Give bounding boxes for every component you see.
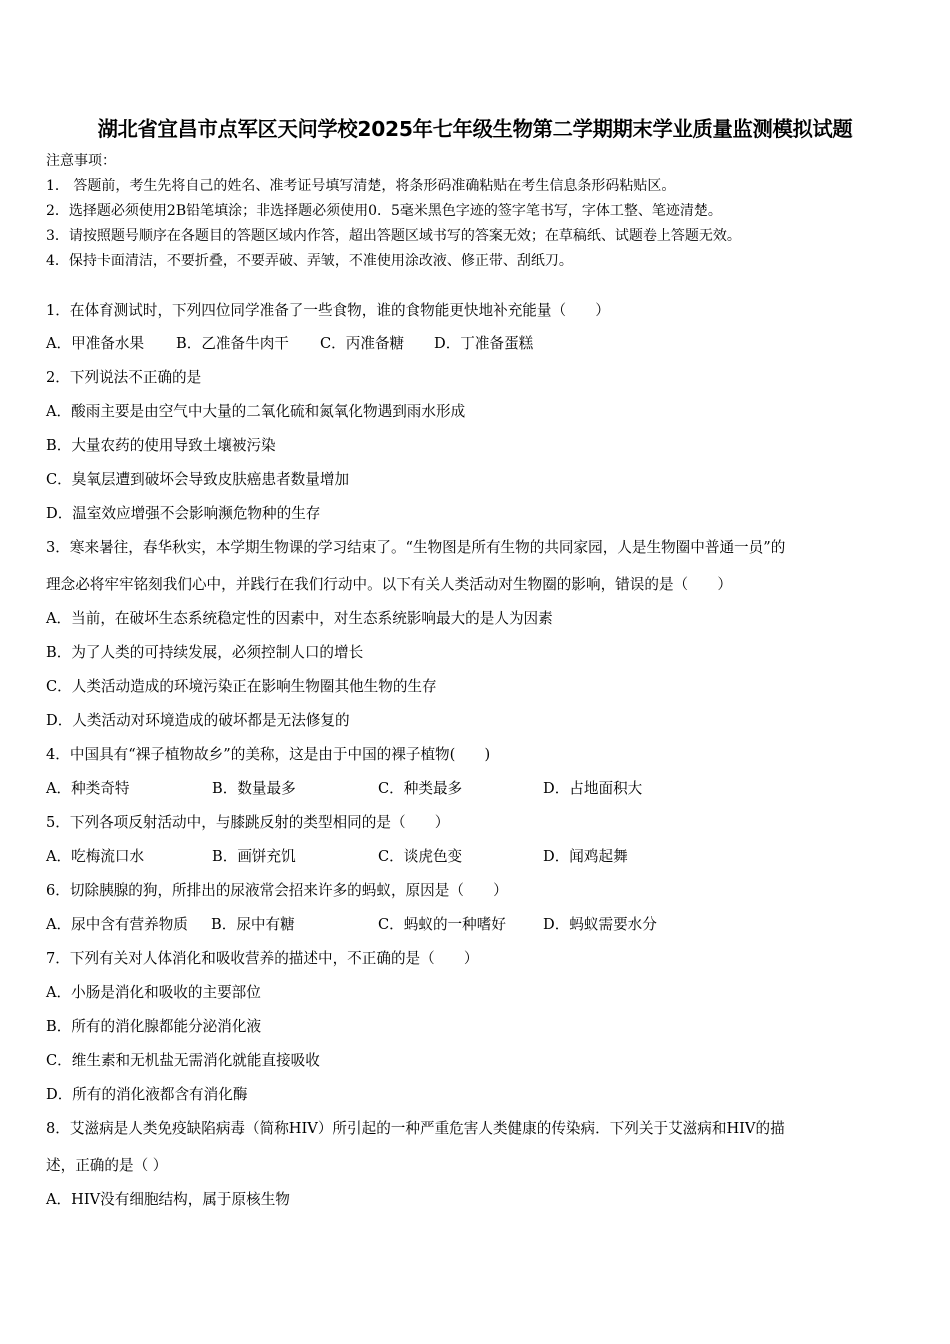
question-5-stem: 5．下列各项反射活动中，与膝跳反射的类型相同的是（ ） xyxy=(46,814,450,831)
note-item-2: 2．选择题必须使用2B铅笔填涂；非选择题必须使用0．5毫米黑色字迹的签字笔书写，字体工整、笔迹清楚。 xyxy=(46,203,722,219)
question-1-stem: 1．在体育测试时，下列四位同学准备了一些食物，谁的食物能更快地补充能量（ ） xyxy=(46,302,610,319)
question-3-stem-line-2: 理念必将牢牢铭刻我们心中，并践行在我们行动中。以下有关人类活动对生物圈的影响，错误的是（ ） xyxy=(46,576,732,593)
note-item-3: 3．请按照题号顺序在各题目的答题区域内作答，超出答题区域书写的答案无效；在草稿纸、试题卷上答题无效。 xyxy=(46,228,741,244)
question-3-stem-line-1: 3．寒来暑往，春华秋实，本学期生物课的学习结束了。“生物图是所有生物的共同家园，人是生物圈中普通一员”的 xyxy=(46,539,786,556)
question-8-option-a: A．HIV没有细胞结构，属于原核生物 xyxy=(46,1191,290,1208)
question-2-option-b: B．大量农药的使用导致土壤被污染 xyxy=(46,437,276,454)
exam-title: 湖北省宜昌市点军区天问学校2025年七年级生物第二学期期末学业质量监测模拟试题 xyxy=(97,117,853,141)
question-5-option-b: B．画饼充饥 xyxy=(212,848,296,865)
question-4-stem: 4．中国具有“裸子植物故乡”的美称，这是由于中国的裸子植物( ) xyxy=(46,746,491,763)
question-1-option-d: D．丁准备蛋糕 xyxy=(434,335,534,352)
question-6-option-d: D．蚂蚁需要水分 xyxy=(543,916,657,933)
question-5-option-a: A．吃梅流口水 xyxy=(46,848,145,865)
note-item-4: 4．保持卡面清洁，不要折叠，不要弄破、弄皱，不准使用涂改液、修正带、刮纸刀。 xyxy=(46,253,573,269)
question-3-option-a: A．当前，在破坏生态系统稳定性的因素中，对生态系统影响最大的是人为因素 xyxy=(46,610,553,627)
question-6-option-a: A．尿中含有营养物质 xyxy=(46,916,188,933)
question-3-option-d: D．人类活动对环境造成的破坏都是无法修复的 xyxy=(46,712,350,729)
question-4-option-a: A．种类奇特 xyxy=(46,780,130,797)
question-1-option-b: B．乙准备牛肉干 xyxy=(176,335,289,352)
question-1-option-a: A．甲准备水果 xyxy=(46,335,145,352)
notes-heading: 注意事项： xyxy=(46,153,116,169)
question-5-option-c: C．谈虎色变 xyxy=(378,848,463,865)
question-8-stem-line-2: 述，正确的是（ ） xyxy=(46,1157,168,1174)
question-2-option-d: D．温室效应增强不会影响濒危物种的生存 xyxy=(46,505,321,522)
question-4-option-c: C．种类最多 xyxy=(378,780,463,797)
question-3-option-b: B．为了人类的可持续发展，必须控制人口的增长 xyxy=(46,644,364,661)
question-4-option-d: D．占地面积大 xyxy=(543,780,643,797)
question-6-stem: 6．切除胰腺的狗，所排出的尿液常会招来许多的蚂蚁，原因是（ ） xyxy=(46,882,508,899)
question-3-option-c: C．人类活动造成的环境污染正在影响生物圈其他生物的生存 xyxy=(46,678,437,695)
note-item-1: 1． 答题前，考生先将自己的姓名、准考证号填写清楚，将条形码准确粘贴在考生信息条形码粘贴区。 xyxy=(46,178,676,194)
question-2-option-a: A．酸雨主要是由空气中大量的二氧化硫和氮氧化物遇到雨水形成 xyxy=(46,403,466,420)
question-1-option-c: C．丙准备糖 xyxy=(320,335,405,352)
question-6-option-c: C．蚂蚁的一种嗜好 xyxy=(378,916,506,933)
question-6-option-b: B．尿中有糖 xyxy=(211,916,295,933)
question-8-stem-line-1: 8．艾滋病是人类免疫缺陷病毒（简称HIV）所引起的一种严重危害人类健康的传染病．下列关于艾滋病和HIV的描 xyxy=(46,1120,785,1137)
question-2-stem: 2．下列说法不正确的是 xyxy=(46,369,202,386)
question-7-stem: 7．下列有关对人体消化和吸收营养的描述中，不正确的是（ ） xyxy=(46,950,479,967)
question-7-option-c: C．维生素和无机盐无需消化就能直接吸收 xyxy=(46,1052,320,1069)
question-5-option-d: D．闻鸡起舞 xyxy=(543,848,628,865)
question-7-option-b: B．所有的消化腺都能分泌消化液 xyxy=(46,1018,262,1035)
question-7-option-d: D．所有的消化液都含有消化酶 xyxy=(46,1086,248,1103)
question-2-option-c: C．臭氧层遭到破坏会导致皮肤癌患者数量增加 xyxy=(46,471,350,488)
question-7-option-a: A．小肠是消化和吸收的主要部位 xyxy=(46,984,261,1001)
question-4-option-b: B．数量最多 xyxy=(212,780,296,797)
